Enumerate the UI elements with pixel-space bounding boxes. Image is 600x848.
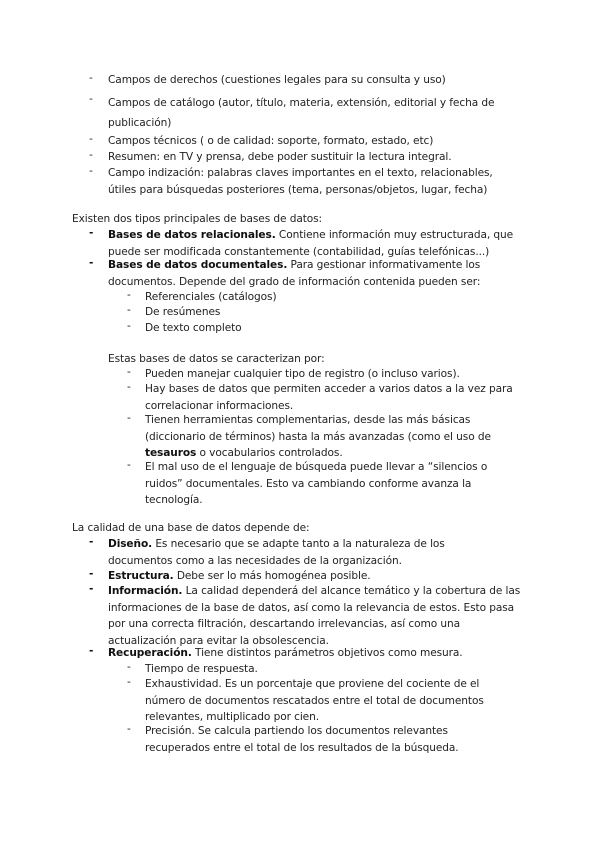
list-item-text (108, 536, 473, 569)
feature-text-post: o vocabularios controlados. (196, 447, 343, 459)
bullet-dash: - (127, 304, 131, 316)
list-item-text (108, 583, 528, 649)
term-title: Recuperación. (108, 647, 192, 659)
bullet-dash: - (127, 320, 131, 332)
bullet-dash: - (127, 459, 131, 471)
term-title: Bases de datos relacionales. (108, 229, 276, 241)
bullet-dash: - (89, 536, 94, 548)
bullet-dash: - (127, 661, 131, 673)
list-item-text: Hay bases de datos que permiten acceder a varios datos a la vez para correlacionar informaciones. (145, 383, 513, 412)
bullet-dash: - (127, 412, 131, 424)
list-item-text (145, 412, 530, 462)
list-item-text: El mal uso de el lenguaje de búsqueda puede llevar a “silencios o ruidos” documentales. Esto va cambiando conforme avanza la tecnología. (145, 461, 488, 506)
bullet-dash: - (127, 676, 131, 688)
term-title: Diseño. (108, 538, 153, 550)
bullet-dash: - (89, 645, 94, 657)
list-item-text (108, 645, 528, 662)
bullet-dash: - (127, 381, 131, 393)
list-item-text: Campos técnicos ( o de calidad: soporte, formato, estado, etc) (108, 135, 434, 147)
paragraph-quality-intro: La calidad de una base de datos depende de: (72, 522, 310, 534)
list-item-text: De texto completo (145, 322, 242, 334)
paragraph-features-intro: Estas bases de datos se caracterizan por: (108, 353, 325, 365)
list-item-text: Exhaustividad. Es un porcentaje que proviene del cociente de el número de documentos rescatados entre el total de documentos relevantes, multiplicado por cien. (145, 678, 484, 723)
list-item-text: Campos de derechos (cuestiones legales para su consulta y uso) (108, 74, 446, 86)
paragraph-types-intro: Existen dos tipos principales de bases de datos: (72, 213, 323, 225)
list-item-text (108, 257, 518, 290)
list-item-text (108, 227, 533, 260)
bullet-dash: - (89, 93, 93, 105)
list-item-text: Resumen: en TV y prensa, debe poder sustituir la lectura integral. (108, 151, 452, 163)
list-item-text: Campos de catálogo (autor, título, materia, extensión, editorial y fecha de publicación) (108, 97, 495, 129)
bullet-dash: - (89, 133, 93, 145)
list-item-text: De resúmenes (145, 306, 221, 318)
list-item-text: Tiempo de respuesta. (145, 663, 258, 675)
bullet-dash: - (89, 165, 93, 177)
term-description: Debe ser lo más homogénea posible. (173, 570, 371, 582)
term-title: Estructura. (108, 570, 174, 582)
list-item-text: Campo indización: palabras claves importantes en el texto, relacionables, útiles para búsquedas posteriores (tema, personas/objetos, lugar, fecha) (108, 167, 493, 196)
bullet-dash: - (89, 72, 93, 84)
bullet-dash: - (127, 723, 131, 735)
term-description: Contiene información muy estructurada, que puede ser modificada constantemente (contabilidad, guías telefónicas...) (108, 229, 514, 258)
term-title: Bases de datos documentales. (108, 259, 288, 271)
bullet-dash: - (89, 583, 94, 595)
bullet-dash: - (89, 568, 94, 580)
term-description: La calidad dependerá del alcance temático y la cobertura de las informaciones de la base de datos, así como la relevancia de estos. Esto pasa por una correcta filtración, descartando irrelevancias, así como una actualización para evitar la obsolescencia. (108, 585, 521, 647)
list-item-text: Referenciales (catálogos) (145, 291, 277, 303)
bullet-dash: - (127, 366, 131, 378)
term-description: Para gestionar informativamente los documentos. Depende del grado de información contenida pueden ser: (108, 259, 481, 288)
list-item-text: Pueden manejar cualquier tipo de registro (o incluso varios). (145, 368, 460, 380)
term-description: Es necesario que se adapte tanto a la naturaleza de los documentos como a las necesidades de la organización. (108, 538, 445, 567)
term-description: Tiene distintos parámetros objetivos como mesura. (191, 647, 463, 659)
list-item-text: Precisión. Se calcula partiendo los documentos relevantes recuperados entre el total de los resultados de la búsqueda. (145, 725, 459, 754)
bullet-dash: - (89, 257, 94, 269)
term-title: Información. (108, 585, 183, 597)
term-tesauros: tesauros (145, 447, 197, 459)
bullet-dash: - (89, 149, 93, 161)
feature-text-pre: Tienen herramientas complementarias, desde las más básicas (diccionario de términos) hasta la más avanzadas (como el uso de (145, 414, 491, 443)
bullet-dash: - (127, 289, 131, 301)
bullet-dash: - (89, 227, 94, 239)
